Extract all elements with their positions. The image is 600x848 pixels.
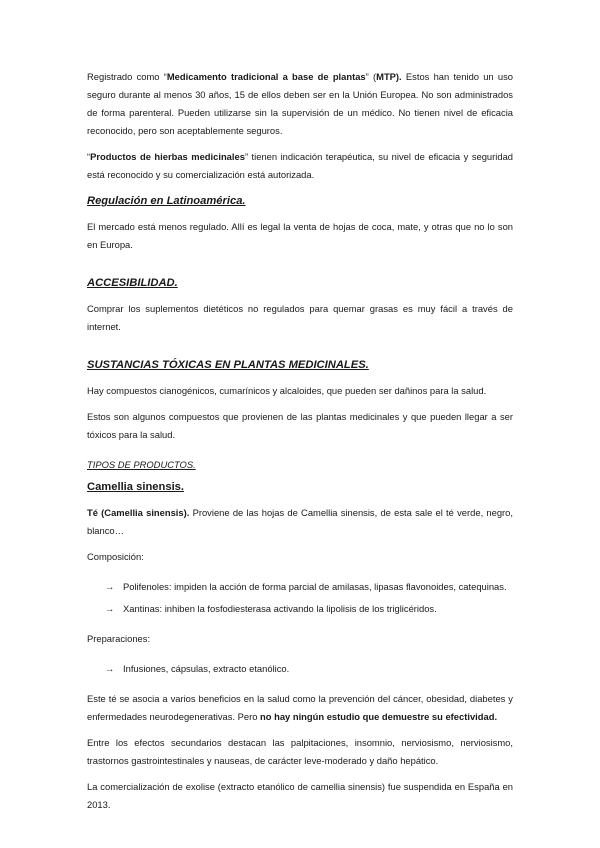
composition-item-polifenoles: Polifenoles: impiden la acción de forma parcial de amilasas, lipasas flavonoides, catequinas.	[123, 581, 507, 592]
list-item	[87, 600, 513, 618]
arrow-icon: →	[105, 663, 115, 674]
arrow-icon: →	[105, 603, 115, 614]
document-page	[87, 68, 513, 814]
composition-label: Composición:	[87, 551, 144, 562]
toxic-paragraph-1: Hay compuestos cianogénicos, cumarínicos y alcaloides, que pueden ser dañinos para la salud.	[87, 385, 487, 396]
toxic-paragraph-2: Estos son algunos compuestos que provienen de las plantas medicinales y que pueden llegar a ser tóxicos para la salud.	[87, 411, 513, 440]
arrow-icon: →	[105, 581, 115, 592]
product-types-heading: TIPOS DE PRODUCTOS.	[87, 459, 196, 470]
toxic-heading: SUSTANCIAS TÓXICAS EN PLANTAS MEDICINALES.	[87, 359, 369, 371]
accessibility-paragraph: Comprar los suplementos dietéticos no regulados para quemar grasas es muy fácil a través de internet.	[87, 303, 513, 332]
exolise-paragraph: La comercialización de exolise (extracto etanólico de camellia sinensis) fue suspendida en España en 2013.	[87, 781, 513, 810]
composition-item-xantinas: Xantinas: inhiben la fosfodiesterasa activando la lipolisis de los triglicéridos.	[123, 603, 437, 614]
list-item	[87, 578, 513, 596]
herbal-products-paragraph: “Productos de hierbas medicinales” tienen indicación terapéutica, su nivel de eficacia y seguridad está reconocido y su comercialización está autorizada.	[87, 151, 513, 180]
mtp-paragraph: Registrado como “Medicamento tradicional a base de plantas” (MTP). Estos han tenido un uso seguro durante al menos 30 años, 15 de ellos deben ser en la Unión Europea. No son administrados de forma parenteral. Pueden utilizarse sin la supervisión de un médico. No tienen nivel de eficacia reconocido, pero son aceptablemente seguros.	[87, 71, 513, 136]
preparation-item: Infusiones, cápsulas, extracto etanólico.	[123, 663, 290, 674]
benefits-paragraph: Este té se asocia a varios beneficios en la salud como la prevención del cáncer, obesidad, diabetes y enfermedades neurodegenerativas. Pero no hay ningún estudio que demuestre su efectividad.	[87, 693, 513, 722]
latam-heading: Regulación en Latinoamérica.	[87, 195, 246, 207]
camellia-heading: Camellia sinensis.	[87, 481, 185, 493]
side-effects-paragraph: Entre los efectos secundarios destacan las palpitaciones, insomnio, nerviosismo, nerviosismo, trastornos gastrointestinales y nauseas, de carácter leve-moderado y daño hepático.	[87, 737, 513, 766]
latam-paragraph: El mercado está menos regulado. Allí es legal la venta de hojas de coca, mate, y otras que no lo son en Europa.	[87, 221, 513, 250]
list-item	[87, 660, 513, 678]
accessibility-heading: ACCESIBILIDAD.	[87, 277, 178, 289]
preparations-label: Preparaciones:	[87, 633, 151, 644]
camellia-intro: Té (Camellia sinensis). Proviene de las hojas de Camellia sinensis, de esta sale el té verde, negro, blanco…	[87, 507, 513, 536]
